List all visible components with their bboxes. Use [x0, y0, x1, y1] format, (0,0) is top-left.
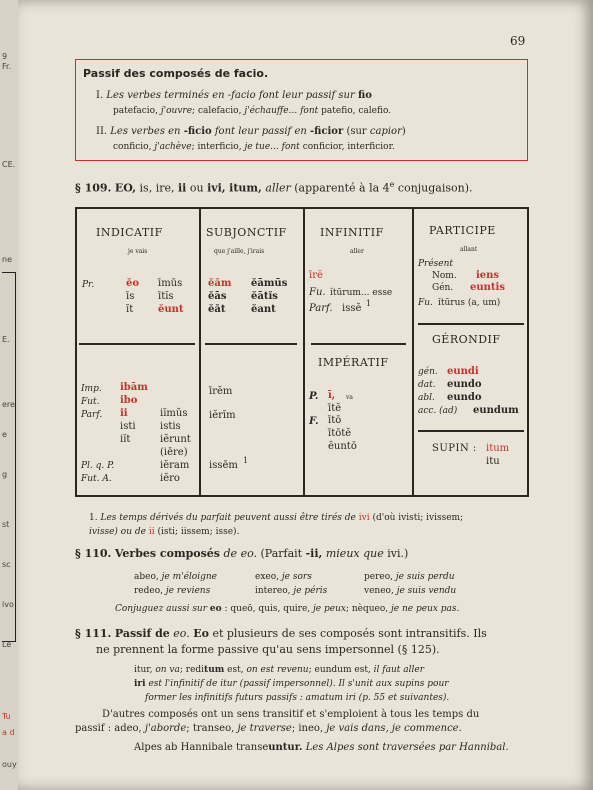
section-note: (Parfait	[260, 547, 303, 560]
rule-note: (sur	[346, 126, 367, 137]
footnote-ii: ii	[148, 527, 155, 537]
infinitive-present: īrĕ	[309, 270, 323, 281]
example-translation: j'échauffe...	[244, 106, 298, 116]
margin-text: CE.	[2, 160, 16, 169]
rule-keyword: fio	[357, 90, 372, 101]
subjunctive-form: ĕās	[208, 291, 227, 302]
verb-form-ivi: ivi,	[207, 181, 226, 195]
example-connector: font	[300, 106, 319, 116]
example-translation: je tue...	[244, 142, 279, 152]
subjunctive-form: ĕāmūs	[251, 278, 288, 289]
footnote-ref: 1	[366, 299, 372, 308]
example-translation: j'achève	[154, 142, 192, 152]
compound-latin: pereo,	[364, 572, 393, 582]
example-latin: itur,	[134, 665, 153, 675]
margin-text: Fr.	[2, 62, 12, 71]
example-translation: on est revenu	[246, 665, 309, 675]
indicative-form: īmūs	[158, 278, 183, 289]
compound-translation: je suis perdu	[395, 572, 455, 582]
verb-note: conjugaison).	[397, 181, 473, 195]
indicative-form: ĕunt	[158, 304, 184, 315]
example-latin: ; eundum est,	[308, 665, 371, 675]
compound-translation: je péris	[293, 586, 328, 596]
participle-present-label: Présent	[418, 259, 454, 269]
footnote-ref: 1	[243, 456, 249, 465]
section-number: § 110.	[75, 547, 112, 560]
conjugate-forms: : queō, quis, quire,	[224, 604, 311, 614]
transitive-paragraph-1: D'autres composés ont un sens transitif et s'emploient à tous les temps du	[102, 709, 480, 720]
row-divider	[311, 343, 406, 345]
imperative-gloss: va	[346, 394, 353, 401]
gerund-case-label: gén.	[418, 367, 438, 377]
section-111-line-2: ne prennent la forme passive qu'au sens impersonnel (§ 125).	[96, 643, 440, 656]
margin-text: e	[2, 430, 7, 439]
imperative-present: ī,	[328, 390, 336, 401]
subjunctive-form: ĕātĭs	[251, 291, 278, 302]
verb-note: (apparenté à la 4	[294, 181, 390, 195]
section-title-de: de	[223, 547, 238, 560]
header-subjonctif-gloss: que j'aille, j'irais	[214, 248, 265, 255]
compound-latin: abeo,	[134, 572, 159, 582]
tense-label-pluperfect: Pl. q. P.	[81, 461, 115, 471]
compound-translation: je suis vendu	[396, 586, 457, 596]
rule-number: I.	[96, 90, 104, 101]
subjunctive-perfect: iĕrĭm	[209, 410, 236, 421]
perfect-form: isti	[120, 421, 136, 432]
future-perfect-form: iĕro	[160, 473, 180, 484]
section-title: Verbes composés	[114, 547, 220, 560]
footnote-line-1	[89, 513, 463, 523]
rule-note-word: capior	[369, 126, 402, 137]
header-participe-gloss: allant	[460, 246, 478, 253]
subjunctive-form: ĕăm	[208, 278, 232, 289]
final-latin-ending: untur.	[268, 742, 303, 753]
final-latin: Alpes ab Hannibale transe	[134, 742, 269, 753]
section-111-heading	[75, 627, 487, 640]
page-number: 69	[510, 34, 526, 48]
footnote-ivi: ivi	[358, 513, 370, 523]
verb-lemma: EO,	[114, 181, 137, 195]
imperative-present-label: P.	[309, 391, 319, 402]
section-number: § 111.	[75, 627, 112, 640]
section-title: Passif de	[114, 627, 170, 640]
column-divider	[199, 209, 201, 495]
imperative-future: ītōtĕ	[328, 428, 352, 439]
section-text: et plusieurs de ses composés sont intransitifs. Ils	[212, 627, 487, 640]
section-number: § 109.	[75, 181, 112, 195]
footnote-line-2	[89, 527, 239, 537]
verb-note-sup: e	[389, 180, 395, 189]
example-word: ; calefacio,	[192, 106, 242, 116]
compound-verb	[134, 586, 210, 596]
box-rule-1	[96, 90, 372, 101]
compound-latin: redeo,	[134, 586, 163, 596]
conjugate-forms: ; nèqueo,	[345, 604, 389, 614]
section-note-ii: -ii,	[305, 547, 323, 560]
row-divider	[205, 343, 297, 345]
participle-gen: euntis	[470, 282, 505, 293]
compound-verb	[364, 572, 455, 582]
rule-keyword: -ficio	[183, 126, 212, 137]
compound-translation: je reviens	[165, 586, 211, 596]
tense-label-present: Pr.	[82, 280, 95, 290]
iri-explanation-2: former les infinitifs futurs passifs : amatum iri (p. 55 et suivantes).	[145, 693, 450, 703]
verb-connector: ou	[189, 181, 204, 195]
verb-forms: is, ire,	[139, 181, 175, 195]
section-title-eo: eo.	[240, 547, 257, 560]
example-word: ; interficio,	[191, 142, 242, 152]
rule-number: II.	[96, 126, 108, 137]
example-result: patefio, calefio.	[321, 106, 392, 116]
header-indicatif-gloss: je vais	[128, 248, 148, 255]
gerund-form: eundo	[447, 379, 482, 390]
footnote-text: (isti; iissem; isse).	[157, 527, 240, 537]
box-rule-2	[96, 126, 406, 137]
transitive-translation: je traverse	[237, 723, 292, 734]
example-translation: j'ouvre	[160, 106, 193, 116]
participle-nom: iens	[476, 270, 500, 281]
supine-label: SUPIN :	[432, 443, 477, 454]
conjugate-eo: eo	[209, 604, 222, 614]
subjunctive-pluperfect: issēm	[209, 460, 238, 471]
imperative-future: ĕuntō	[328, 441, 357, 452]
indicative-form: ĭt	[126, 304, 134, 315]
indicative-form: ĕo	[126, 278, 140, 289]
section-109-heading	[75, 180, 473, 195]
participle-gen-label: Gén.	[432, 283, 454, 293]
conjugate-translation: je peux	[313, 604, 346, 614]
perfect-form: iĕrunt	[160, 434, 191, 445]
compound-translation: je sors	[281, 572, 312, 582]
section-eo: Eo	[193, 627, 209, 640]
perfect-form: iĭmŭs	[160, 408, 188, 419]
infinitive-perfect-label: Parf.	[309, 303, 333, 314]
verb-form-ii: ii	[177, 181, 187, 195]
tense-label-future: Fut.	[81, 397, 100, 407]
margin-text: sc	[2, 560, 11, 569]
participle-nom-label: Nom.	[432, 271, 457, 281]
transitive-text: passif : adeo,	[75, 723, 142, 734]
perfect-form: istis	[160, 421, 181, 432]
imperative-future-label: F.	[309, 416, 319, 427]
footnote-text: (d'où ivisti; ivissem;	[372, 513, 464, 523]
infinitive-future: ĭtūrum... esse	[330, 288, 393, 298]
perfect-form: ii	[120, 408, 128, 419]
impersonal-examples	[134, 665, 424, 675]
rule-keyword: -ficior	[310, 126, 344, 137]
margin-bracket	[2, 272, 16, 642]
rule-text: Les verbes terminés en -facio font leur passif sur	[106, 90, 355, 101]
header-participe: PARTICIPE	[429, 224, 496, 237]
conjugate-also-line	[115, 604, 459, 614]
subjunctive-imperfect: īrĕm	[209, 386, 233, 397]
gerund-form: eundo	[447, 392, 482, 403]
compound-translation: je m'éloigne	[161, 572, 217, 582]
margin-text: ne	[2, 255, 12, 264]
gerund-case-label: acc. (ad)	[418, 406, 458, 416]
transitive-translation: je vais dans, je commence.	[326, 723, 462, 734]
example-latin: ; redi	[179, 665, 205, 675]
subjunctive-form: ĕant	[251, 304, 276, 315]
example-latin: est,	[227, 665, 244, 675]
iri-word: iri	[134, 679, 146, 689]
gerund-case-label: dat.	[418, 380, 436, 390]
perfect-form: iĭt	[120, 434, 131, 445]
rule-text: Les verbes en	[110, 126, 181, 137]
example-latin-bold: tum	[204, 665, 225, 675]
compound-verb	[255, 572, 312, 582]
infinitive-future-label: Fu.	[309, 287, 326, 298]
row-divider	[79, 343, 195, 345]
participle-future: ĭtūrus (a, um)	[438, 298, 501, 308]
supine-form: itu	[486, 456, 500, 467]
rule-text: font leur passif en	[214, 126, 307, 137]
pluperfect-form: iĕram	[160, 460, 190, 471]
compound-verb	[255, 586, 327, 596]
example-word: conficio,	[113, 142, 152, 152]
compound-verb	[364, 586, 456, 596]
verb-form-itum: itum,	[229, 181, 262, 195]
example-connector: font	[281, 142, 300, 152]
box-title: Passif des composés de facio.	[83, 67, 269, 80]
section-note-ivi: ivi.)	[387, 547, 409, 560]
row-divider	[418, 430, 524, 432]
compound-latin: veneo,	[364, 586, 394, 596]
column-divider	[303, 209, 305, 495]
section-title-eo: eo.	[173, 627, 190, 640]
margin-text: g	[2, 470, 8, 479]
example-word: patefacio,	[113, 106, 158, 116]
example-result: conficior, interficior.	[302, 142, 395, 152]
subjunctive-form: ĕăt	[208, 304, 226, 315]
supine-form: itum	[486, 443, 510, 454]
section-note-mieux: mieux que	[325, 547, 384, 560]
imperative-present: ītĕ	[328, 403, 342, 414]
tense-label-future-perfect: Fut. A.	[81, 474, 112, 484]
compound-latin: intereo,	[255, 586, 291, 596]
margin-text: 9	[2, 52, 8, 61]
tense-label-imperfect: Imp.	[81, 384, 102, 394]
footnote-number: 1.	[89, 513, 98, 523]
adjacent-page-margin	[0, 0, 20, 790]
rule-note: )	[401, 126, 406, 137]
margin-text: ouy	[2, 760, 17, 769]
transitive-translation: j'aborde	[144, 723, 187, 734]
box-rule-2-example	[113, 142, 395, 152]
footnote-text: ivisse) ou de	[89, 527, 146, 537]
compound-verb	[134, 572, 217, 582]
transitive-paragraph-2	[75, 723, 462, 734]
compound-latin: exeo,	[255, 572, 280, 582]
header-indicatif: INDICATIF	[96, 226, 163, 239]
header-gerondif: GÉRONDIF	[432, 333, 501, 346]
example-translation: il faut aller	[373, 665, 425, 675]
indicative-form: ītĭs	[158, 291, 174, 302]
row-divider	[418, 323, 524, 325]
column-divider	[412, 209, 414, 495]
gerund-form: eundum	[473, 405, 519, 416]
indicative-form: īs	[126, 291, 135, 302]
margin-text: E.	[2, 335, 10, 344]
margin-text: Le	[2, 640, 12, 649]
gerund-form: eundi	[447, 366, 479, 377]
header-infinitif: INFINITIF	[320, 226, 384, 239]
footnote-text: Les temps dérivés du parfait peuvent aussi être tirés de	[100, 513, 356, 523]
verb-gloss: aller	[265, 181, 291, 195]
transitive-text: ; ineo,	[291, 723, 324, 734]
margin-text-red: Tu	[2, 712, 11, 721]
transitive-text: ; transeo,	[186, 723, 235, 734]
future-form: ibo	[120, 395, 138, 406]
participle-future-label: Fu.	[418, 298, 433, 308]
margin-text: ere	[2, 400, 15, 409]
iri-explanation	[134, 679, 449, 689]
box-rule-1-example	[113, 106, 391, 116]
final-example	[134, 742, 509, 753]
margin-text: ivo	[2, 600, 14, 609]
gerund-case-label: abl.	[418, 393, 435, 403]
infinitive-perfect: issĕ	[342, 303, 362, 314]
margin-text-red: a d	[2, 728, 15, 737]
header-imperatif: IMPÉRATIF	[318, 356, 389, 369]
header-infinitif-gloss: aller	[350, 248, 364, 255]
conjugate-translation: je ne peux pas.	[391, 604, 460, 614]
section-110-heading	[75, 547, 408, 560]
tense-label-perfect: Parf.	[81, 410, 103, 420]
final-translation: Les Alpes sont traversées par Hannibal.	[305, 742, 509, 753]
conjugate-text: Conjuguez aussi sur	[115, 604, 208, 614]
margin-text: st	[2, 520, 10, 529]
imperfect-form: ibām	[120, 382, 148, 393]
header-subjonctif: SUBJONCTIF	[206, 226, 287, 239]
perfect-form: (iēre)	[160, 447, 188, 458]
iri-text: est l'infinitif de itur (passif impersonnel). Il s'unit aux supins pour	[148, 679, 449, 689]
example-translation: on va	[155, 665, 180, 675]
imperative-future: ītō	[328, 415, 342, 426]
